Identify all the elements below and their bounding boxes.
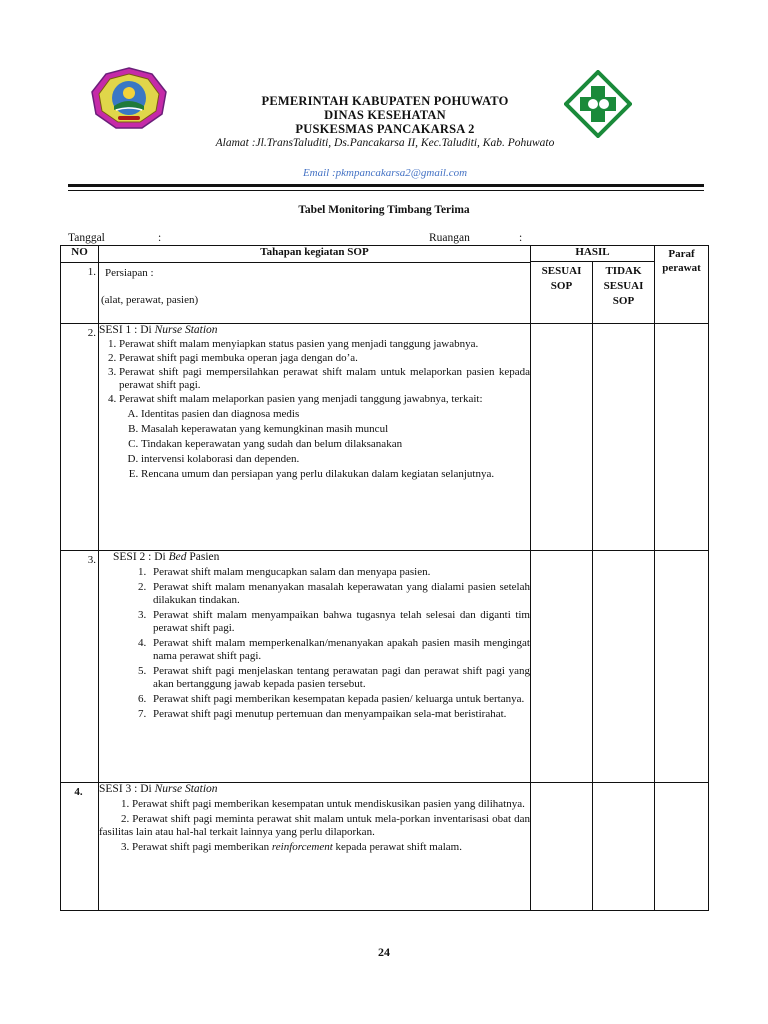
list-item: 1. Perawat shift malam mengucapkan salam dan menyapa pasien. xyxy=(149,566,530,579)
row-3-paraf-cell[interactable] xyxy=(655,551,709,783)
letterhead-line-1: PEMERINTAH KABUPATEN POHUWATO xyxy=(261,94,509,108)
regency-emblem-icon xyxy=(90,66,168,130)
list-item: 3. Perawat shift pagi mempersilahkan perawat shift malam untuk melaporkan pasien kepada perawat shift pagi. xyxy=(119,366,530,392)
table-row xyxy=(61,551,709,783)
row-1-number: 1. xyxy=(61,263,99,324)
list-item: 2. Perawat shift pagi membuka operan jaga dengan do’a. xyxy=(119,352,530,365)
row-4-title: SESI 3 : Di Nurse Station xyxy=(99,783,218,795)
header-hasil: HASIL xyxy=(531,246,655,262)
list-item: 3. Perawat shift malam menyampaikan bahwa tugasnya telah selesai dan diganti tim perawat shift pagi. xyxy=(149,609,530,635)
row-2-paraf-cell[interactable] xyxy=(655,324,709,551)
letterhead-line-2: DINAS KESEHATAN xyxy=(324,108,446,122)
row-2-number: 2. xyxy=(61,324,99,551)
list-item: E. Rencana umum dan persiapan yang perlu dilakukan dalam kegiatan selanjutnya. xyxy=(141,468,530,481)
row-4-item-1: 1. Perawat shift pagi memberikan kesempatan untuk mendiskusikan pasien yang dilihatnya. xyxy=(121,798,525,810)
row-2-content xyxy=(99,324,531,551)
list-item: C. Tindakan keperawatan yang sudah dan belum dilaksanakan xyxy=(141,438,530,451)
header-tidak-sesuai-sop: TIDAK SESUAI SOP xyxy=(593,262,655,324)
header-no: NO xyxy=(61,246,99,263)
list-item: 1. Perawat shift malam menyiapkan status pasien yang menjadi tanggung jawabnya. xyxy=(119,338,530,351)
sop-monitoring-table xyxy=(60,245,709,911)
header-paraf: Paraf perawat xyxy=(655,246,709,324)
header-tahapan: Tahapan kegiatan SOP xyxy=(99,246,531,263)
row-3-tidak-cell[interactable] xyxy=(593,551,655,783)
list-item: 2. Perawat shift malam menanyakan masalah keperawatan yang dialami pasien setelah dilakukan tindakan. xyxy=(149,581,530,607)
row-1-content xyxy=(99,263,531,324)
row-4-item-3: 3. Perawat shift pagi memberikan reinforcement kepada perawat shift malam. xyxy=(121,841,462,853)
page-number: 24 xyxy=(378,945,390,959)
row-4-paraf-cell[interactable] xyxy=(655,783,709,911)
row-4-sesuai-cell[interactable] xyxy=(531,783,593,911)
table-row xyxy=(61,324,709,551)
letterhead-email: Email :pkmpancakarsa2@gmail.com xyxy=(302,167,468,179)
letterhead-rule-thin xyxy=(68,190,704,191)
list-item: D. intervensi kolaborasi dan dependen. xyxy=(141,453,530,466)
row-3-sesuai-cell[interactable] xyxy=(531,551,593,783)
list-item: 4. Perawat shift malam melaporkan pasien yang menjadi tanggung jawabnya, terkait: A. Identitas pasien dan diagnosa medis B. Masalah keperawatan yang kemungkinan masih muncul C. Tindakan keperawatan yang sudah dan belum dilaksanakan D. intervensi kolaborasi dan dependen. E. Rencana umum dan persiapan yang perlu dilakukan dalam kegiatan selanjutnya. xyxy=(119,393,530,481)
row-4-item-2: 2. Perawat shift pagi meminta perawat shit malam untuk mela-porkan inventarisasi obat dan fasilitas lain atau hal-hal terkait lainnya yang perlu dilaporkan. xyxy=(99,813,530,838)
row-4-tidak-cell[interactable] xyxy=(593,783,655,911)
letterhead-rule-thick xyxy=(68,184,704,187)
ruangan-colon: : xyxy=(519,232,523,244)
row-3-list xyxy=(99,566,530,721)
list-item: B. Masalah keperawatan yang kemungkinan masih muncul xyxy=(141,423,530,436)
row-2-sesuai-cell[interactable] xyxy=(531,324,593,551)
list-item: A. Identitas pasien dan diagnosa medis xyxy=(141,408,530,421)
list-item: 4. Perawat shift malam memperkenalkan/menanyakan apakah pasien masih mengingat nama perawat shift pagi. xyxy=(149,637,530,663)
letterhead-line-3: PUSKESMAS PANCAKARSA 2 xyxy=(295,122,475,136)
row-3-content xyxy=(99,551,531,783)
row-3-title: SESI 2 : Di Bed Pasien xyxy=(113,551,220,563)
row-4-number: 4. xyxy=(61,783,99,911)
list-item: 7. Perawat shift pagi menutup pertemuan dan menyampaikan sela-mat beristirahat. xyxy=(149,708,530,721)
row-1-title: Persiapan : xyxy=(105,267,154,279)
tanggal-label: Tanggal xyxy=(68,232,105,244)
list-item: 5. Perawat shift pagi menjelaskan tentang perawatan pagi dan perawat shift pagi yang akan bertanggung jawab kepada pasien tersebut. xyxy=(149,665,530,691)
row-2-tidak-cell[interactable] xyxy=(593,324,655,551)
row-1-detail: (alat, perawat, pasien) xyxy=(101,294,199,306)
row-3-number: 3. xyxy=(61,551,99,783)
row-4-content xyxy=(99,783,531,911)
tanggal-colon: : xyxy=(158,232,162,244)
ruangan-label: Ruangan xyxy=(429,232,470,244)
list-item: 6. Perawat shift pagi memberikan kesempatan kepada pasien/ keluarga untuk bertanya. xyxy=(149,693,530,706)
row-2-title: SESI 1 : Di Nurse Station xyxy=(99,324,218,336)
row-2-list xyxy=(99,338,530,481)
header-sesuai-sop: SESUAI SOP xyxy=(531,262,593,324)
letterhead-address: Alamat :Jl.TransTaluditi, Ds.Pancakarsa II, Kec.Taluditi, Kab. Pohuwato xyxy=(215,137,555,149)
document-title: Tabel Monitoring Timbang Terima xyxy=(298,204,470,216)
row-2-sublist xyxy=(119,408,530,481)
letterhead xyxy=(180,94,590,150)
table-row xyxy=(61,783,709,911)
